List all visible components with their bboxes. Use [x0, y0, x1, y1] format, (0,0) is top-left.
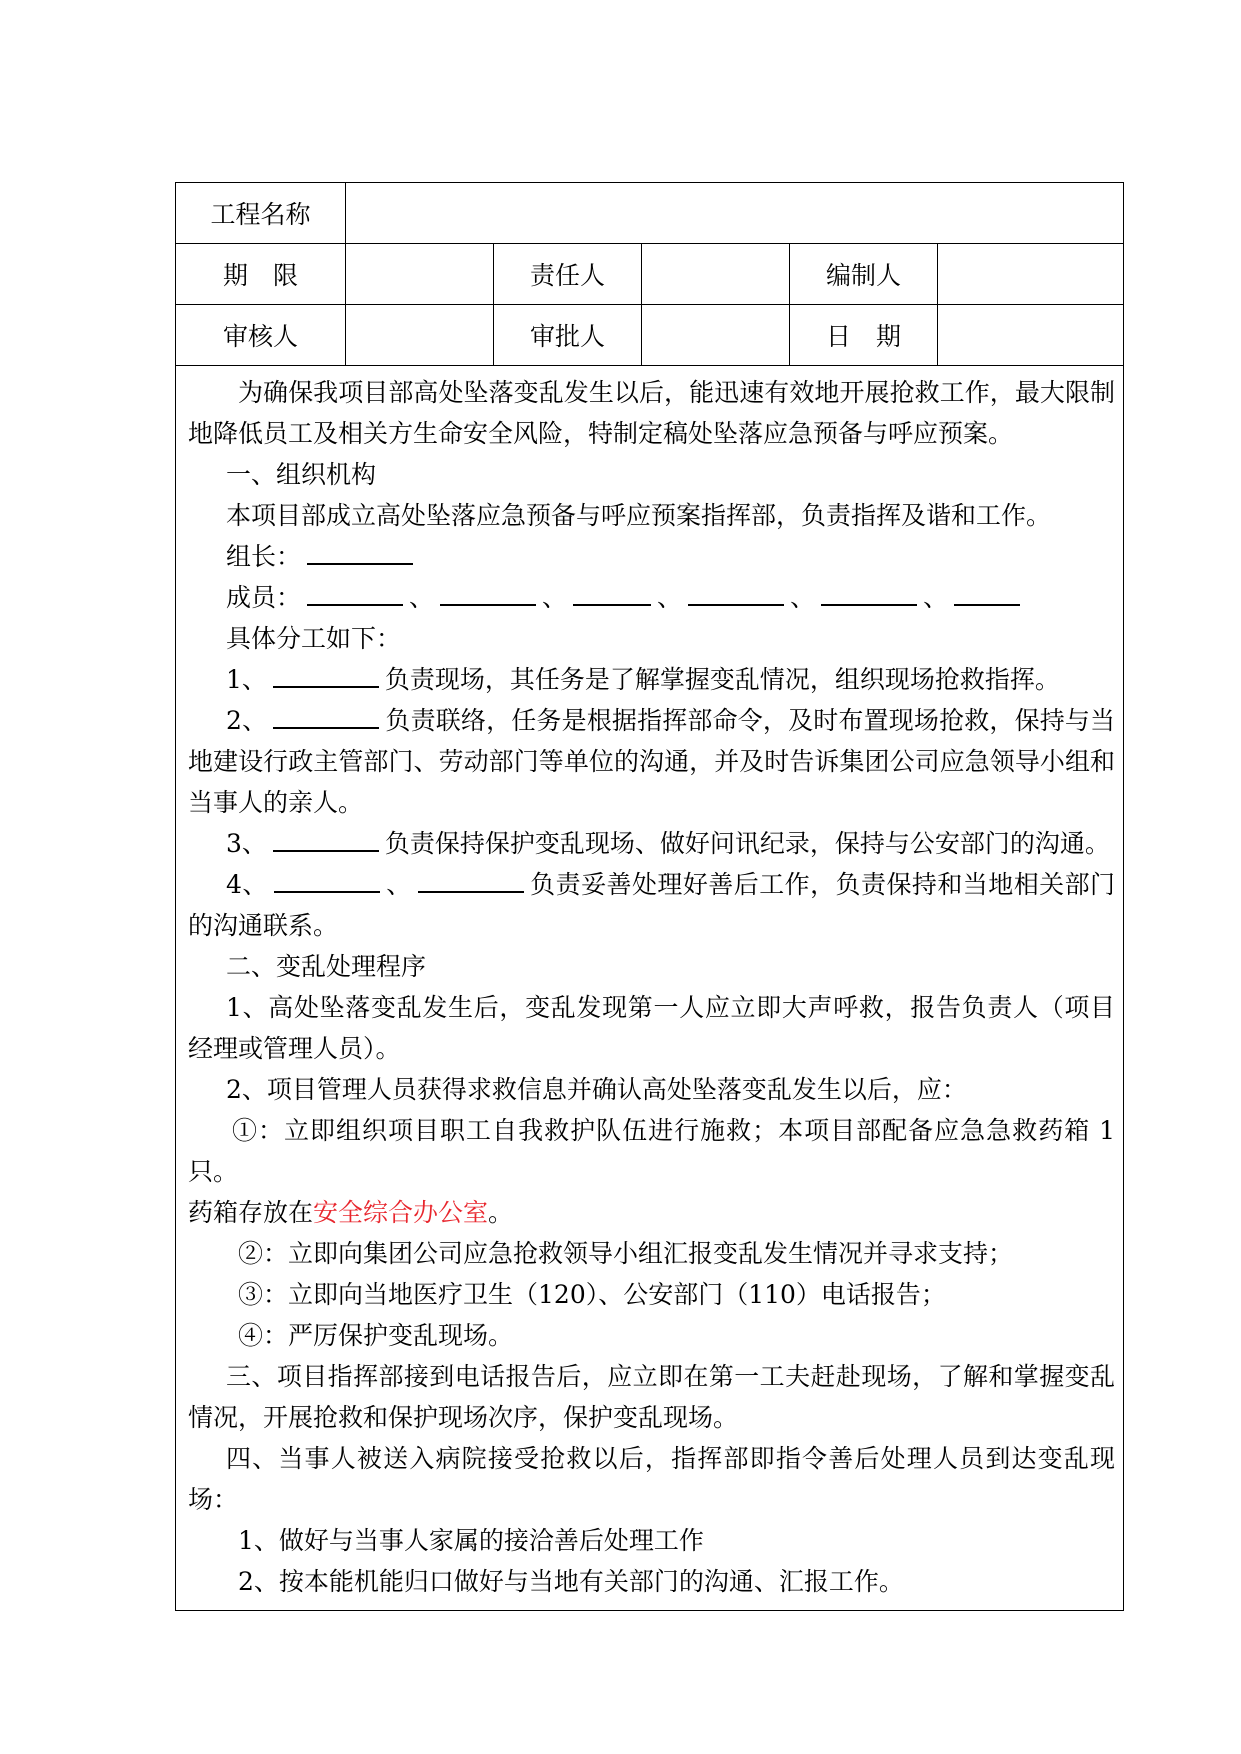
division-item-2: [188, 700, 1115, 823]
compiler-value[interactable]: [938, 244, 1124, 305]
leader-line: [188, 536, 1115, 577]
section-2-step-1: 1、高处坠落变乱发生后，变乱发现第一人应立即大声呼救，报告负责人（项目经理或管理人员）。: [188, 993, 1116, 1063]
member-blank[interactable]: [821, 580, 917, 606]
member-blank[interactable]: [307, 580, 403, 606]
intro-paragraph: 为确保我项目部高处坠落变乱发生以后，能迅速有效地开展抢救工作，最大限制地降低员工及相关方生命安全风险，特制定稿处坠落应急预备与呼应预案。: [188, 378, 1116, 448]
section-4: 四、当事人被送入病院接受抢救以后，指挥部即指令善后处理人员到达变乱现场：: [188, 1444, 1116, 1514]
member-separator: 、: [923, 583, 949, 612]
section-1-desc: 本项目部成立高处坠落应急预备与呼应预案指挥部，负责指挥及谐和工作。: [226, 501, 1052, 530]
assignee-blank[interactable]: [273, 662, 379, 688]
period-row: [176, 244, 1124, 305]
action-2: ②：立即向集团公司应急抢救领导小组汇报变乱发生情况并寻求支持；: [238, 1239, 1014, 1268]
member-blank[interactable]: [688, 580, 784, 606]
review-row: [176, 305, 1124, 366]
assignee-separator: 、: [385, 870, 412, 899]
compiler-label: 编制人: [790, 244, 938, 305]
reviewer-label: 审核人: [176, 305, 346, 366]
item-number: 3、: [226, 829, 267, 858]
responsible-value[interactable]: [642, 244, 790, 305]
division-title: 具体分工如下：: [226, 624, 402, 653]
action-4: ④：严厉保护变乱现场。: [238, 1321, 514, 1350]
approver-label: 审批人: [494, 305, 642, 366]
division-item-3: [188, 823, 1115, 864]
plan-content: [176, 366, 1124, 1611]
section-4-item-2: 2、按本能机能归口做好与当地有关部门的沟通、汇报工作。: [238, 1567, 904, 1596]
section-2-step-2: 2、项目管理人员获得求救信息并确认高处坠落变乱发生以后，应：: [226, 1075, 967, 1104]
assignee-blank[interactable]: [274, 867, 380, 893]
member-blank[interactable]: [573, 580, 651, 606]
member-separator: 、: [542, 583, 568, 612]
division-item-1: [188, 659, 1115, 700]
item-text: 负责保持保护变乱现场、做好问讯纪录，保持与公安部门的沟通。: [384, 829, 1110, 858]
member-blank[interactable]: [954, 580, 1020, 606]
section-4-item-1: 1、做好与当事人家属的接洽善后处理工作: [238, 1526, 704, 1555]
section-1-title: 一、组织机构: [226, 460, 377, 489]
responsible-label: 责任人: [494, 244, 642, 305]
assignee-blank[interactable]: [273, 703, 379, 729]
leader-label: 组长：: [226, 542, 302, 571]
medkit-location: 安全综合办公室: [313, 1198, 489, 1227]
item-number: 4、: [226, 870, 268, 899]
date-value[interactable]: [938, 305, 1124, 366]
action-3: ③：立即向当地医疗卫生（120）、公安部门（110）电话报告；: [238, 1280, 946, 1309]
project-name-value[interactable]: [346, 183, 1124, 244]
leader-blank[interactable]: [307, 539, 413, 565]
medkit-line: [188, 1192, 1115, 1233]
member-blank[interactable]: [440, 580, 536, 606]
medkit-suffix: 。: [488, 1198, 514, 1227]
item-text: 负责现场，其任务是了解掌握变乱情况，组织现场抢救指挥。: [384, 665, 1060, 694]
medkit-prefix: 药箱存放在: [188, 1198, 314, 1227]
section-3: 三、项目指挥部接到电话报告后，应立即在第一工夫赶赴现场，了解和掌握变乱情况，开展抢救和保护现场次序，保护变乱现场。: [188, 1362, 1116, 1432]
project-name-label: 工程名称: [176, 183, 346, 244]
assignee-blank[interactable]: [273, 826, 379, 852]
division-item-4: [188, 864, 1115, 946]
item-number: 2、: [226, 706, 268, 735]
members-line: [188, 577, 1115, 618]
action-1: ①：立即组织项目职工自我救护队伍进行施救；本项目部配备应急急救药箱 1 只。: [188, 1116, 1116, 1186]
members-label: 成员：: [226, 583, 302, 612]
period-label: 期 限: [176, 244, 346, 305]
member-separator: 、: [790, 583, 816, 612]
date-label: 日 期: [790, 305, 938, 366]
assignee-blank[interactable]: [418, 867, 524, 893]
plan-form-table: [175, 182, 1124, 1611]
item-text: 负责妥善处理好善后工作，负责保持和当地相关部门的沟通联系。: [188, 870, 1116, 940]
approver-value[interactable]: [642, 305, 790, 366]
section-2-title: 二、变乱处理程序: [226, 952, 427, 981]
period-value[interactable]: [346, 244, 494, 305]
member-separator: 、: [657, 583, 683, 612]
member-separator: 、: [409, 583, 435, 612]
item-number: 1、: [226, 665, 267, 694]
content-row: [176, 366, 1124, 1611]
project-name-row: [176, 183, 1124, 244]
item-text: 负责联络，任务是根据指挥部命令，及时布置现场抢救，保持与当地建设行政主管部门、劳动部门等单位的沟通，并及时告诉集团公司应急领导小组和当事人的亲人。: [188, 706, 1116, 817]
reviewer-value[interactable]: [346, 305, 494, 366]
